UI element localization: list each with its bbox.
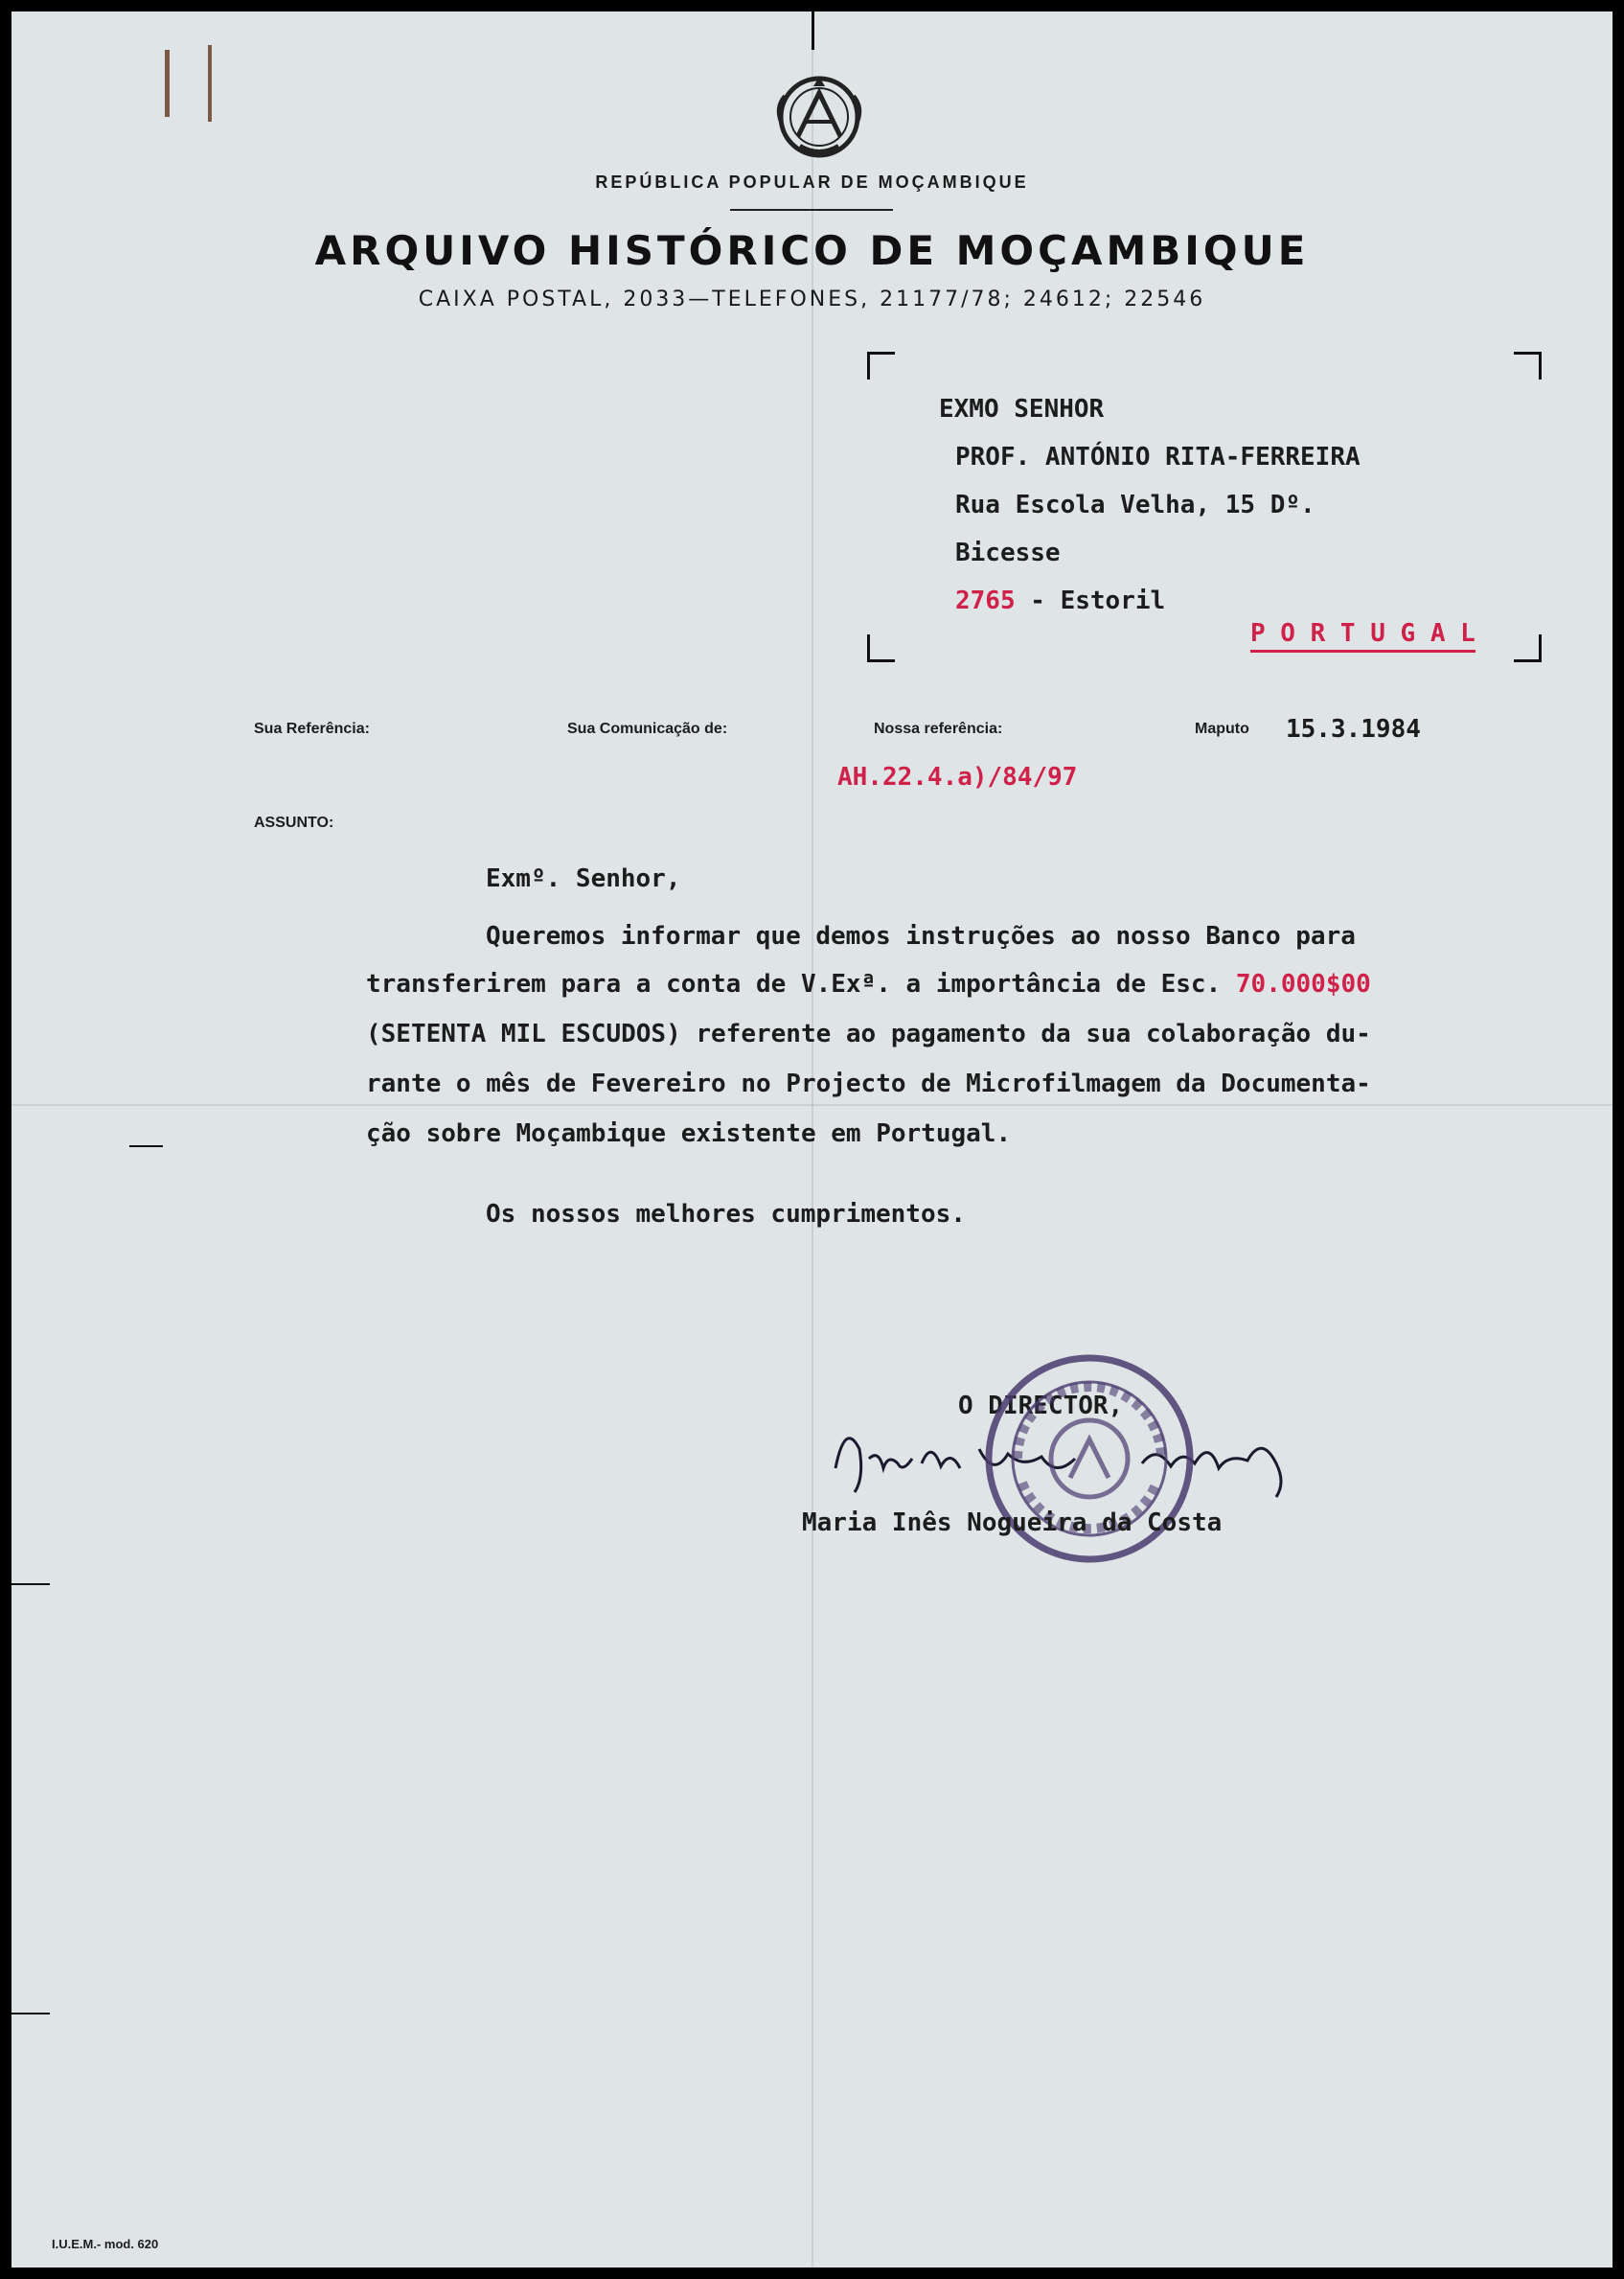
paragraph-line-2-text: transferirem para a conta de V.Exª. a importância de Esc. (366, 970, 1236, 999)
form-code: I.U.E.M.- mod. 620 (52, 2237, 159, 2251)
paragraph-line-1: Queremos informar que demos instruções ao nosso Banco para (486, 922, 1356, 951)
address-line-4: Bicesse (955, 539, 1061, 567)
address-corner-bottom-right (1514, 634, 1542, 662)
address-line-3: Rua Escola Velha, 15 Dº. (955, 491, 1315, 519)
contact-line: CAIXA POSTAL, 2033—TELEFONES, 21177/78; 24612; 22546 (418, 288, 1206, 311)
sua-referencia-label: Sua Referência: (254, 721, 370, 737)
address-corner-top-right (1514, 352, 1542, 380)
letter-page (11, 12, 1613, 2267)
paragraph-line-2 (366, 970, 1371, 999)
fold-crease-horizontal (11, 1104, 1613, 1106)
paragraph-line-4: rante o mês de Fevereiro no Projecto de Microfilmagem da Documenta- (366, 1070, 1371, 1098)
nossa-referencia-value: AH.22.4.a)/84/97 (837, 763, 1078, 792)
address-line-2: PROF. ANTÓNIO RITA-FERREIRA (955, 443, 1361, 472)
address-corner-bottom-left (867, 634, 895, 662)
edge-tick-1 (129, 1145, 163, 1147)
edge-tick-3 (11, 2013, 50, 2014)
heading-rule (730, 209, 893, 211)
postal-code: 2765 (955, 587, 1016, 615)
director-name: Maria Inês Nogueira da Costa (802, 1508, 1223, 1537)
punch-mark-left-2 (208, 45, 212, 122)
place-label: Maputo (1195, 721, 1249, 737)
city: - Estoril (1015, 587, 1166, 615)
edge-tick-top (812, 12, 814, 50)
paragraph-line-3: (SETENTA MIL ESCUDOS) referente ao pagamento da sua colaboração du- (366, 1020, 1371, 1048)
salutation: Exmº. Senhor, (486, 864, 681, 893)
closing-line: Os nossos melhores cumprimentos. (486, 1200, 966, 1229)
archive-title: ARQUIVO HISTÓRICO DE MOÇAMBIQUE (314, 227, 1310, 274)
assunto-label: ASSUNTO: (254, 815, 334, 831)
address-country: P O R T U G A L (1250, 619, 1475, 653)
address-line-5 (955, 587, 1165, 615)
paragraph-line-5: ção sobre Moçambique existente em Portugal. (366, 1119, 1012, 1148)
mozambique-emblem-icon (771, 69, 867, 165)
address-line-1: EXMO SENHOR (939, 395, 1105, 424)
amount-value: 70.000$00 (1235, 970, 1371, 999)
sua-comunicacao-label: Sua Comunicação de: (567, 721, 728, 737)
director-title: O DIRECTOR, (958, 1392, 1124, 1420)
edge-tick-2 (11, 1583, 50, 1585)
republica-heading: REPÚBLICA POPULAR DE MOÇAMBIQUE (595, 173, 1029, 192)
nossa-referencia-label: Nossa referência: (874, 721, 1003, 737)
letter-date: 15.3.1984 (1286, 715, 1421, 744)
punch-mark-left-1 (165, 50, 170, 117)
address-corner-top-left (867, 352, 895, 380)
